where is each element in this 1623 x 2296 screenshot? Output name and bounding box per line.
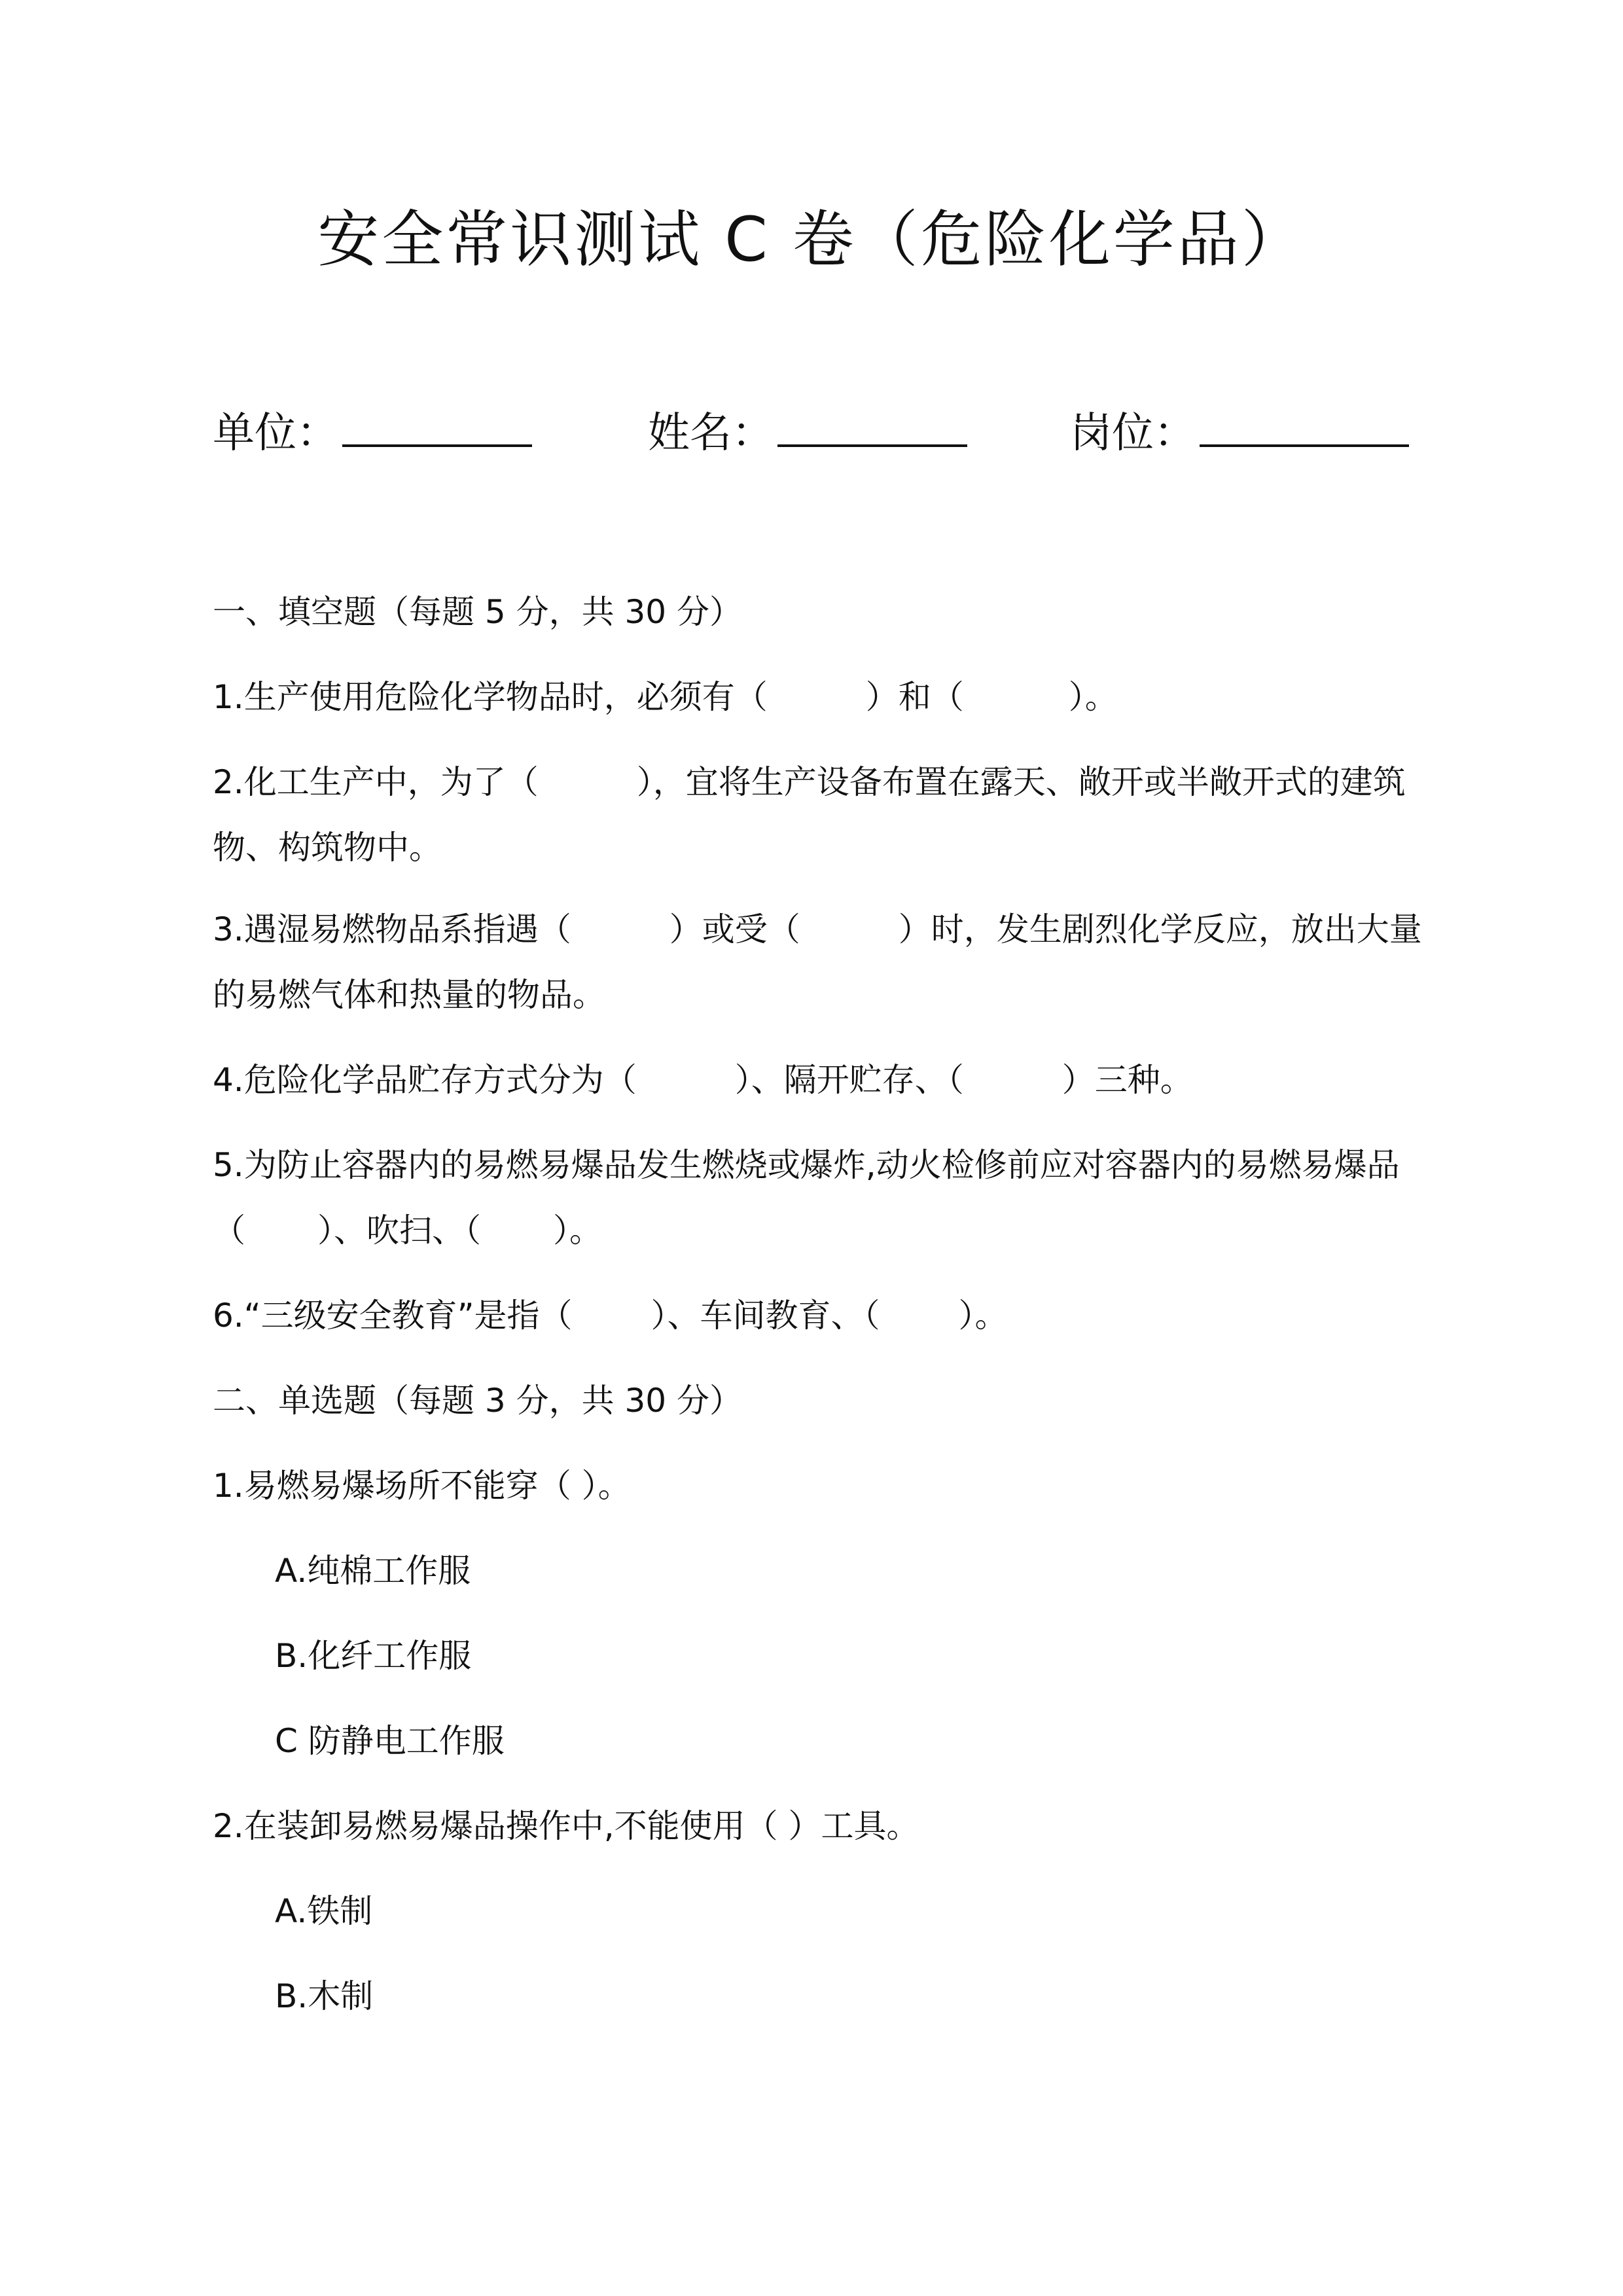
unit-label: 单位： [213,409,338,457]
name-blank[interactable] [777,440,967,447]
choice-question-1-option-b[interactable]: B.化纤工作服 [275,1637,472,1675]
q5-part-c: ）。 [553,1211,602,1249]
q6-part-b: ）、车间教育、（ [651,1297,880,1335]
post-label: 岗位： [1070,409,1196,457]
fill-question-3-line2: 的易燃气体和热量的物品。 [213,976,605,1014]
q6-part-a: 6.“三级安全教育”是指（ [213,1297,573,1335]
unit-blank[interactable] [342,440,532,447]
q1-part-a: 1.生产使用危险化学物品时，必须有（ [213,678,768,716]
choice-question-1-stem: 1.易燃易爆场所不能穿（ ）。 [213,1467,631,1505]
post-field[interactable] [1070,399,1409,459]
section1-heading: 一、填空题（每题 5 分，共 30 分） [213,593,743,631]
choice-question-1-option-c[interactable]: C 防静电工作服 [275,1722,505,1760]
post-blank[interactable] [1200,440,1409,447]
name-label: 姓名： [648,409,774,457]
fill-question-2 [213,749,1406,815]
q4-part-a: 4.危险化学品贮存方式分为（ [213,1061,637,1099]
q5-part-b: ）、吹扫、（ [317,1211,481,1249]
q5-part-a: （ [213,1211,245,1249]
choice-question-1-option-a[interactable]: A.纯棉工作服 [275,1552,471,1590]
choice-question-2-option-a[interactable]: A.铁制 [275,1892,373,1930]
name-field[interactable] [648,399,967,459]
q3-part-b: ）或受（ [669,910,800,948]
fill-question-5: 5.为防止容器内的易燃易爆品发生燃烧或爆炸,动火检修前应对容器内的易燃易爆品 [213,1146,1400,1184]
fill-question-2-line2: 物、构筑物中。 [213,829,442,867]
choice-question-2-option-b[interactable]: B.木制 [275,1977,374,2015]
section2-heading: 二、单选题（每题 3 分，共 30 分） [213,1382,743,1420]
q4-part-b: ）、隔开贮存、（ [734,1061,964,1099]
fill-question-1 [213,664,1118,730]
unit-field[interactable] [213,399,532,459]
q6-part-c: ）。 [958,1297,1008,1335]
q4-part-c: ）三种。 [1061,1061,1193,1099]
q3-part-c: ）时，发生剧烈化学反应，放出大量 [898,910,1422,948]
q3-part-a: 3.遇湿易燃物品系指遇（ [213,910,571,948]
fill-question-4 [213,1047,1193,1113]
fill-question-5-line2 [213,1198,602,1263]
q2-part-a: 2.化工生产中，为了（ [213,763,539,801]
q1-part-c: ）。 [1068,678,1118,716]
choice-question-2-stem: 2.在装卸易燃易爆品操作中,不能使用（ ）工具。 [213,1807,919,1845]
q1-part-b: ）和（ [865,678,964,716]
q2-part-b: ），宜将生产设备布置在露天、敞开或半敞开式的建筑 [636,763,1406,801]
page-title: 安全常识测试 C 卷（危险化学品） [317,204,1306,276]
fill-question-3 [213,897,1422,962]
fill-question-6 [213,1283,1008,1348]
